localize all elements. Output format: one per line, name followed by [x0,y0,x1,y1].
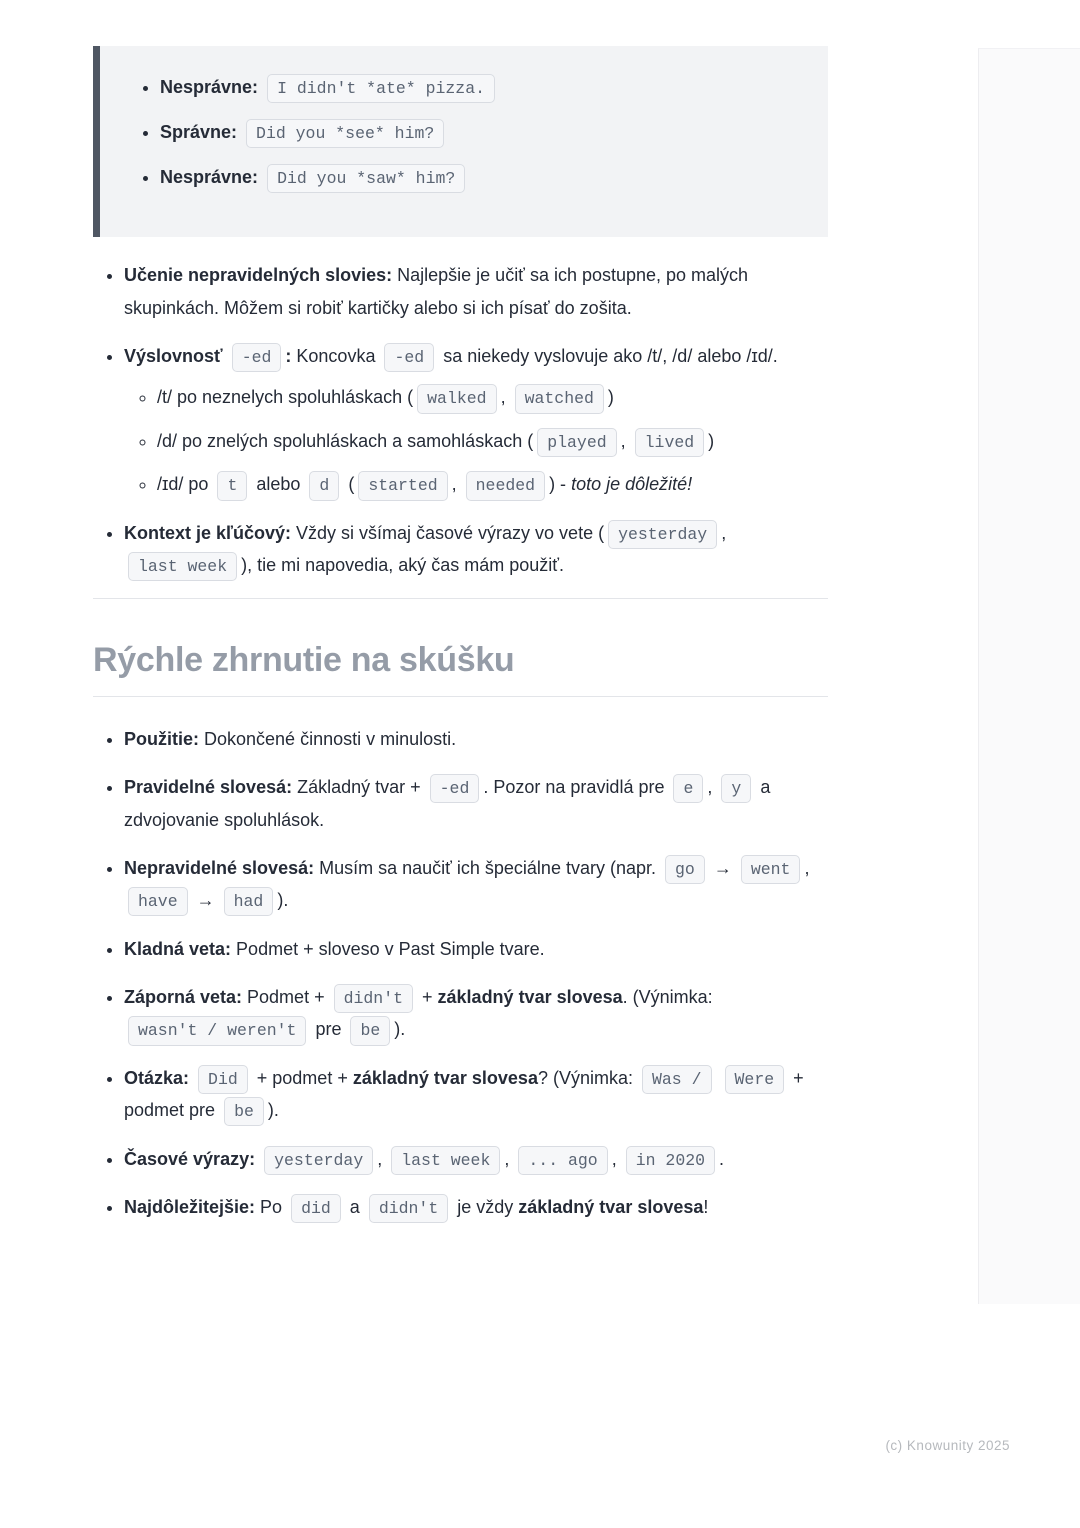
text: pre [310,1019,347,1040]
code-chip: -ed [232,343,282,372]
bold-text: Nesprávne: [160,167,259,188]
text: /t/ po neznelych spoluhláskach ( [157,387,414,408]
bullet-list [93,723,828,1224]
text [255,1149,260,1169]
text: , [620,430,631,451]
text: Po [255,1197,288,1218]
examples-list [130,72,798,193]
code-chip: Did you *saw* him? [267,164,465,193]
list-item [157,426,828,458]
list-item [160,117,798,148]
code-chip: played [537,428,616,457]
bold-text: Najdôležitejšie: [124,1197,256,1218]
text: /ɪd/ po [157,474,214,495]
text [189,1068,194,1088]
text: , [504,1148,515,1169]
text: ) [607,387,614,408]
text: a [344,1197,365,1218]
summary-list [93,723,828,1224]
list-item [124,517,828,582]
text: . [719,1148,725,1169]
right-margin-panel [978,48,1080,1304]
bold-text: Učenie nepravidelných slovies: [124,265,393,286]
text: , [707,777,718,798]
list-item [124,981,828,1046]
text [258,77,263,97]
document-content [93,46,828,1239]
text: , [721,522,727,543]
text [716,1068,721,1088]
text: Dokončené činnosti v minulosti. [199,728,457,749]
list-item [124,852,828,917]
code-chip: had [224,887,274,916]
text: + podmet + [251,1067,353,1088]
code-chip: last week [391,1146,500,1175]
bold-text: základný tvar slovesa [518,1197,704,1218]
bold-text: Kladná veta: [124,938,232,959]
code-chip: t [217,471,247,500]
bold-text: Použitie: [124,728,199,749]
text: /d/ po znelých spoluhláskach a samohláskach ( [157,430,534,451]
text: ), tie mi napovedia, aký čas mám použiť. [241,555,565,576]
code-chip: last week [128,552,237,581]
bold-text: Záporná veta: [124,987,243,1008]
list-item [124,933,828,965]
text: ? (Výnimka: [537,1067,638,1088]
code-chip: have [128,887,188,916]
text: ). [394,1019,406,1040]
text: je vždy [452,1197,519,1218]
text: + [417,987,438,1008]
list-item [124,771,828,836]
list-item [124,259,828,324]
text: + podmet pre [124,1067,804,1121]
list-item [160,162,798,193]
code-chip: lived [635,428,705,457]
text [237,122,242,142]
text: ). [277,890,289,911]
bold-text: Výslovnosť [124,346,223,367]
notes-list [93,259,828,581]
code-chip: be [224,1097,264,1126]
list-item [124,340,828,501]
code-chip: yesterday [608,520,717,549]
section-divider [93,598,828,599]
text: Podmet + sloveso v Past Simple tvare. [231,938,545,959]
list-item [124,1143,828,1175]
text: ) [708,430,715,451]
text: , [611,1148,622,1169]
bold-text: Nesprávne: [160,77,259,97]
code-chip: be [350,1016,390,1045]
text [223,346,228,366]
sub-list [124,382,828,501]
code-chip: ... ago [518,1146,607,1175]
code-chip: Were [725,1065,785,1094]
code-chip: go [665,855,705,884]
bold-text: základný tvar slovesa [437,987,623,1008]
bold-text: Otázka: [124,1067,190,1088]
bold-text: Pravidelné slovesá: [124,777,293,798]
text: sa niekedy vyslovuje ako /t/, /d/ alebo /ɪd/. [438,346,778,367]
bold-text: Časové výrazy: [124,1148,256,1169]
text: Najlepšie je učiť sa ich postupne, po malých skupinkách. Môžem si robiť kartičky alebo si ich písať do zošita. [124,265,749,318]
text: ! [703,1197,709,1218]
code-chip: in 2020 [626,1146,715,1175]
text: , [500,387,511,408]
section-heading: Rýchle zhrnutie na skúšku [93,641,828,697]
code-chip: needed [466,471,545,500]
code-chip: wasn't / weren't [128,1016,306,1045]
code-chip: yesterday [264,1146,373,1175]
code-chip: -ed [384,343,434,372]
code-chip: y [721,774,751,803]
text: ). [267,1100,279,1121]
code-chip: e [673,774,703,803]
bold-text: základný tvar slovesa [352,1067,538,1088]
list-item [157,382,828,414]
code-chip: Did you *see* him? [246,119,444,148]
text: . (Výnimka: [622,987,713,1008]
bold-text: Kontext je kľúčový: [124,522,291,543]
footer-copyright: (c) Knowunity 2025 [885,1438,1010,1453]
code-chip: did [291,1194,341,1223]
text: , [377,1148,388,1169]
bold-text: Nepravidelné slovesá: [124,857,315,878]
list-item [157,469,828,501]
text: → [191,890,220,911]
text: Musím sa naučiť ich špeciálne tvary (napr. [314,857,661,878]
code-chip: watched [515,384,604,413]
code-chip: went [741,855,801,884]
code-chip: Was / [642,1065,712,1094]
text: a zdvojovanie spoluhlások. [124,777,771,830]
bold-text: Správne: [160,122,238,143]
bold-text: : [285,346,292,367]
text: ) - [549,474,572,495]
text: → [708,857,737,878]
list-item [124,1191,828,1223]
text: Základný tvar + [292,777,426,798]
text: , [804,857,810,878]
code-chip: -ed [430,774,480,803]
list-item [124,723,828,755]
text: ( [343,474,355,495]
examples-blockquote [93,46,828,237]
code-chip: Did [198,1065,248,1094]
list-item [124,1062,828,1127]
text: Podmet + [242,987,330,1008]
list-item [160,72,798,103]
italic-text: toto je dôležité! [571,474,693,495]
bullet-list [93,259,828,581]
text: alebo [251,474,306,495]
code-chip: didn't [369,1194,448,1223]
code-chip: d [309,471,339,500]
code-chip: didn't [334,984,413,1013]
code-chip: I didn't *ate* pizza. [267,74,495,103]
text [258,167,263,187]
text: . Pozor na pravidlá pre [483,777,670,798]
code-chip: walked [417,384,496,413]
code-chip: started [358,471,447,500]
text: , [451,474,462,495]
bullet-list [130,72,798,193]
text: Vždy si všímaj časové výrazy vo vete ( [290,522,605,543]
text: Koncovka [291,346,381,367]
